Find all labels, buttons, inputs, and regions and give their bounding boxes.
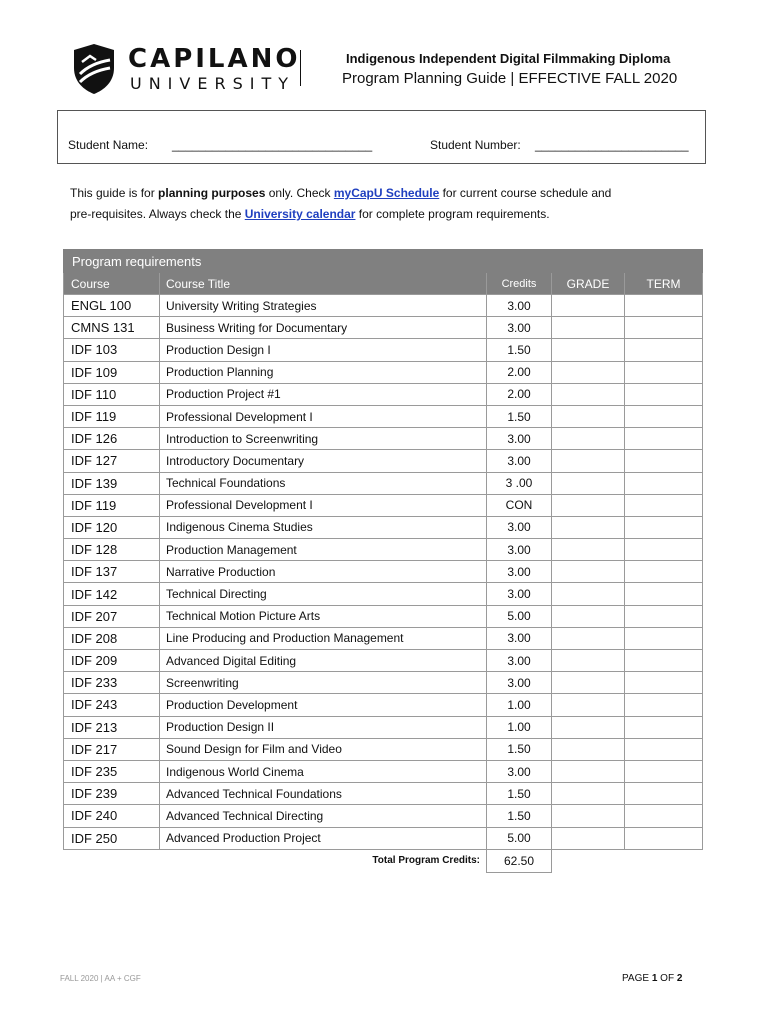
grade-cell[interactable] bbox=[552, 428, 625, 450]
table-row bbox=[64, 450, 703, 472]
term-cell[interactable] bbox=[625, 472, 703, 494]
term-cell[interactable] bbox=[625, 339, 703, 361]
table-row bbox=[64, 516, 703, 538]
student-name-field[interactable]: ______________________________ bbox=[172, 138, 373, 152]
term-cell[interactable] bbox=[625, 383, 703, 405]
mycapu-schedule-link[interactable]: myCapU Schedule bbox=[333, 186, 440, 200]
grade-cell[interactable] bbox=[552, 561, 625, 583]
table-row bbox=[64, 672, 703, 694]
header-course: Course bbox=[64, 273, 160, 295]
total-row bbox=[64, 849, 703, 872]
course-title: Line Producing and Production Management bbox=[160, 627, 487, 649]
course-code: IDF 233 bbox=[64, 672, 160, 694]
grade-cell[interactable] bbox=[552, 783, 625, 805]
course-credits: 3.00 bbox=[487, 450, 552, 472]
term-cell[interactable] bbox=[625, 561, 703, 583]
term-cell[interactable] bbox=[625, 605, 703, 627]
grade-cell[interactable] bbox=[552, 694, 625, 716]
table-row bbox=[64, 805, 703, 827]
table-title: Program requirements bbox=[64, 250, 703, 273]
term-cell[interactable] bbox=[625, 694, 703, 716]
grade-cell[interactable] bbox=[552, 317, 625, 339]
table-row bbox=[64, 627, 703, 649]
table-row bbox=[64, 339, 703, 361]
intro-text: for complete program requirements. bbox=[355, 207, 550, 221]
course-credits: CON bbox=[487, 494, 552, 516]
course-credits: 2.00 bbox=[487, 361, 552, 383]
course-credits: 3.00 bbox=[487, 561, 552, 583]
intro-emphasis: planning purposes bbox=[158, 186, 266, 200]
table-row bbox=[64, 428, 703, 450]
grade-cell[interactable] bbox=[552, 383, 625, 405]
student-info-box bbox=[57, 110, 706, 164]
course-code: IDF 209 bbox=[64, 650, 160, 672]
course-title: Production Design I bbox=[160, 339, 487, 361]
course-code: ENGL 100 bbox=[64, 295, 160, 317]
course-title: Production Design II bbox=[160, 716, 487, 738]
term-cell[interactable] bbox=[625, 627, 703, 649]
grade-cell[interactable] bbox=[552, 716, 625, 738]
course-title: Narrative Production bbox=[160, 561, 487, 583]
grade-cell[interactable] bbox=[552, 827, 625, 849]
page-of: OF bbox=[657, 973, 677, 984]
table-row bbox=[64, 472, 703, 494]
course-title: Indigenous World Cinema bbox=[160, 760, 487, 782]
course-title: University Writing Strategies bbox=[160, 295, 487, 317]
course-title: Production Project #1 bbox=[160, 383, 487, 405]
course-title: Indigenous Cinema Studies bbox=[160, 516, 487, 538]
table-row bbox=[64, 295, 703, 317]
course-code: IDF 207 bbox=[64, 605, 160, 627]
table-row bbox=[64, 361, 703, 383]
course-credits: 2.00 bbox=[487, 383, 552, 405]
course-title: Introduction to Screenwriting bbox=[160, 428, 487, 450]
course-code: CMNS 131 bbox=[64, 317, 160, 339]
table-row bbox=[64, 539, 703, 561]
course-title: Technical Directing bbox=[160, 583, 487, 605]
course-code: IDF 119 bbox=[64, 494, 160, 516]
term-cell[interactable] bbox=[625, 295, 703, 317]
term-cell[interactable] bbox=[625, 650, 703, 672]
term-cell[interactable] bbox=[625, 516, 703, 538]
term-cell[interactable] bbox=[625, 494, 703, 516]
table-row bbox=[64, 405, 703, 427]
course-credits: 1.00 bbox=[487, 716, 552, 738]
table-row bbox=[64, 561, 703, 583]
course-title: Advanced Technical Directing bbox=[160, 805, 487, 827]
course-credits: 3 .00 bbox=[487, 472, 552, 494]
table-row bbox=[64, 738, 703, 760]
term-cell[interactable] bbox=[625, 450, 703, 472]
intro-text: This guide is for bbox=[70, 186, 159, 200]
page-total: 2 bbox=[676, 973, 683, 984]
course-credits: 1.50 bbox=[487, 805, 552, 827]
table-row bbox=[64, 650, 703, 672]
course-credits: 1.50 bbox=[487, 738, 552, 760]
table-title-row bbox=[64, 250, 703, 273]
course-code: IDF 119 bbox=[64, 405, 160, 427]
course-code: IDF 235 bbox=[64, 760, 160, 782]
course-code: IDF 128 bbox=[64, 539, 160, 561]
course-code: IDF 250 bbox=[64, 827, 160, 849]
course-title: Production Development bbox=[160, 694, 487, 716]
table-row bbox=[64, 783, 703, 805]
table-row bbox=[64, 317, 703, 339]
grade-cell[interactable] bbox=[552, 339, 625, 361]
course-title: Introductory Documentary bbox=[160, 450, 487, 472]
grade-cell[interactable] bbox=[552, 672, 625, 694]
course-title: Advanced Digital Editing bbox=[160, 650, 487, 672]
course-credits: 1.00 bbox=[487, 694, 552, 716]
course-credits: 3.00 bbox=[487, 428, 552, 450]
university-logo bbox=[70, 44, 310, 96]
term-cell[interactable] bbox=[625, 738, 703, 760]
term-cell[interactable] bbox=[625, 805, 703, 827]
course-code: IDF 243 bbox=[64, 694, 160, 716]
header-term: TERM bbox=[625, 273, 703, 295]
term-cell[interactable] bbox=[625, 361, 703, 383]
guide-subtitle: Program Planning Guide | EFFECTIVE FALL 2020 bbox=[342, 70, 678, 87]
course-code: IDF 142 bbox=[64, 583, 160, 605]
course-code: IDF 239 bbox=[64, 783, 160, 805]
term-cell[interactable] bbox=[625, 317, 703, 339]
intro-text: only. Check bbox=[265, 186, 334, 200]
grade-cell[interactable] bbox=[552, 805, 625, 827]
total-credits-label: Total Program Credits: bbox=[64, 849, 487, 872]
table-row bbox=[64, 827, 703, 849]
header-grade: GRADE bbox=[552, 273, 625, 295]
table-row bbox=[64, 760, 703, 782]
term-cell[interactable] bbox=[625, 672, 703, 694]
header-course-title: Course Title bbox=[160, 273, 487, 295]
table-row bbox=[64, 694, 703, 716]
header-divider bbox=[300, 50, 301, 86]
grade-cell[interactable] bbox=[552, 472, 625, 494]
course-credits: 3.00 bbox=[487, 295, 552, 317]
student-name-label: Student Name: bbox=[68, 138, 149, 152]
grade-cell[interactable] bbox=[552, 539, 625, 561]
course-title: Sound Design for Film and Video bbox=[160, 738, 487, 760]
logo-wordmark-top: CAPILANO bbox=[128, 44, 301, 74]
course-credits: 1.50 bbox=[487, 339, 552, 361]
grade-cell[interactable] bbox=[552, 605, 625, 627]
course-credits: 3.00 bbox=[487, 583, 552, 605]
course-credits: 3.00 bbox=[487, 539, 552, 561]
total-credits-value: 62.50 bbox=[487, 849, 552, 872]
page-label: PAGE bbox=[622, 973, 652, 984]
term-cell[interactable] bbox=[625, 428, 703, 450]
course-title: Advanced Production Project bbox=[160, 827, 487, 849]
table-row bbox=[64, 605, 703, 627]
term-cell[interactable] bbox=[625, 760, 703, 782]
course-credits: 3.00 bbox=[487, 650, 552, 672]
grade-cell[interactable] bbox=[552, 583, 625, 605]
intro-text: for current course schedule and bbox=[439, 186, 612, 200]
term-cell[interactable] bbox=[625, 827, 703, 849]
table-row bbox=[64, 716, 703, 738]
table-row bbox=[64, 383, 703, 405]
intro-paragraph bbox=[70, 183, 710, 225]
course-title: Business Writing for Documentary bbox=[160, 317, 487, 339]
course-title: Professional Development I bbox=[160, 405, 487, 427]
term-cell[interactable] bbox=[625, 583, 703, 605]
term-cell[interactable] bbox=[625, 405, 703, 427]
course-title: Screenwriting bbox=[160, 672, 487, 694]
course-title: Advanced Technical Foundations bbox=[160, 783, 487, 805]
course-title: Technical Foundations bbox=[160, 472, 487, 494]
grade-cell[interactable] bbox=[552, 627, 625, 649]
program-requirements-table bbox=[63, 249, 703, 873]
course-code: IDF 139 bbox=[64, 472, 160, 494]
course-credits: 3.00 bbox=[487, 317, 552, 339]
course-title: Professional Development I bbox=[160, 494, 487, 516]
course-code: IDF 213 bbox=[64, 716, 160, 738]
student-number-field[interactable]: _______________________ bbox=[535, 138, 689, 152]
course-code: IDF 103 bbox=[64, 339, 160, 361]
term-cell[interactable] bbox=[625, 539, 703, 561]
course-code: IDF 127 bbox=[64, 450, 160, 472]
table-row bbox=[64, 494, 703, 516]
course-credits: 1.50 bbox=[487, 405, 552, 427]
course-code: IDF 126 bbox=[64, 428, 160, 450]
grade-cell[interactable] bbox=[552, 361, 625, 383]
course-code: IDF 208 bbox=[64, 627, 160, 649]
grade-cell[interactable] bbox=[552, 450, 625, 472]
intro-text: pre-requisites. Always check the bbox=[70, 207, 245, 221]
grade-cell[interactable] bbox=[552, 295, 625, 317]
grade-cell[interactable] bbox=[552, 516, 625, 538]
page-current: 1 bbox=[651, 973, 658, 984]
grade-cell[interactable] bbox=[552, 760, 625, 782]
course-credits: 5.00 bbox=[487, 827, 552, 849]
course-code: IDF 120 bbox=[64, 516, 160, 538]
course-title: Production Planning bbox=[160, 361, 487, 383]
logo-wordmark-bottom: UNIVERSITY bbox=[130, 74, 295, 93]
course-credits: 1.50 bbox=[487, 783, 552, 805]
shield-crest-icon bbox=[70, 44, 118, 94]
course-credits: 3.00 bbox=[487, 672, 552, 694]
course-credits: 3.00 bbox=[487, 760, 552, 782]
course-credits: 5.00 bbox=[487, 605, 552, 627]
term-cell[interactable] bbox=[625, 716, 703, 738]
term-cell[interactable] bbox=[625, 783, 703, 805]
course-title: Production Management bbox=[160, 539, 487, 561]
footer-edition: FALL 2020 | AA + CGF bbox=[60, 974, 141, 983]
course-credits: 3.00 bbox=[487, 627, 552, 649]
grade-cell[interactable] bbox=[552, 494, 625, 516]
course-code: IDF 217 bbox=[64, 738, 160, 760]
program-title: Indigenous Independent Digital Filmmaking Diploma bbox=[346, 51, 671, 66]
course-title: Technical Motion Picture Arts bbox=[160, 605, 487, 627]
course-code: IDF 109 bbox=[64, 361, 160, 383]
course-code: IDF 240 bbox=[64, 805, 160, 827]
grade-cell[interactable] bbox=[552, 650, 625, 672]
course-code: IDF 110 bbox=[64, 383, 160, 405]
course-code: IDF 137 bbox=[64, 561, 160, 583]
grade-cell[interactable] bbox=[552, 738, 625, 760]
course-credits: 3.00 bbox=[487, 516, 552, 538]
table-header-row bbox=[64, 273, 703, 295]
header-credits: Credits bbox=[487, 273, 552, 295]
student-number-label: Student Number: bbox=[430, 138, 521, 152]
university-calendar-link[interactable]: University calendar bbox=[244, 207, 356, 221]
grade-cell[interactable] bbox=[552, 405, 625, 427]
table-row bbox=[64, 583, 703, 605]
page-number bbox=[622, 973, 682, 984]
